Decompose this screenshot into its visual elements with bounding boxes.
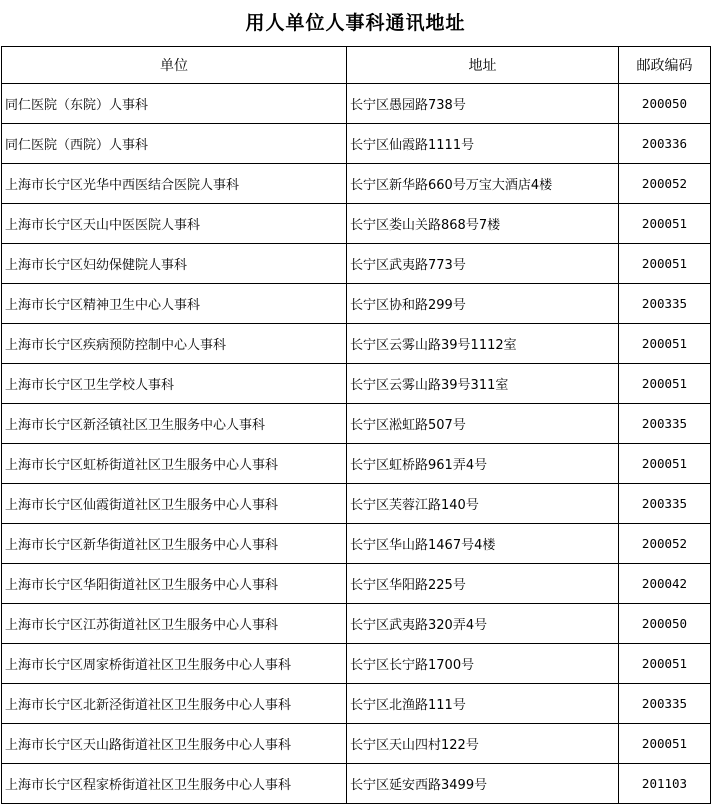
table-row: [2, 644, 711, 684]
header-unit[interactable]: 单位: [2, 47, 347, 84]
cell-unit[interactable]: 上海市长宁区光华中西医结合医院人事科: [2, 164, 347, 204]
page-title: 用人单位人事科通讯地址: [245, 12, 466, 34]
table-row: [2, 764, 711, 804]
cell-unit[interactable]: 上海市长宁区虹桥街道社区卫生服务中心人事科: [2, 444, 347, 484]
cell-address[interactable]: 长宁区云雾山路39号311室: [347, 364, 619, 404]
cell-address[interactable]: 长宁区延安西路3499号: [347, 764, 619, 804]
cell-postcode[interactable]: 200335: [619, 684, 711, 724]
cell-address[interactable]: 长宁区愚园路738号: [347, 84, 619, 124]
cell-unit[interactable]: 上海市长宁区周家桥街道社区卫生服务中心人事科: [2, 644, 347, 684]
cell-address[interactable]: 长宁区武夷路320弄4号: [347, 604, 619, 644]
table-row: [2, 724, 711, 764]
table-row: [2, 244, 711, 284]
header-postcode[interactable]: 邮政编码: [619, 47, 711, 84]
cell-postcode[interactable]: 200335: [619, 284, 711, 324]
cell-postcode[interactable]: 200042: [619, 564, 711, 604]
table-row: [2, 484, 711, 524]
table-row: [2, 164, 711, 204]
table-body: [2, 84, 711, 804]
cell-address[interactable]: 长宁区北渔路111号: [347, 684, 619, 724]
table-row: [2, 324, 711, 364]
cell-unit[interactable]: 上海市长宁区精神卫生中心人事科: [2, 284, 347, 324]
cell-unit[interactable]: 同仁医院（东院）人事科: [2, 84, 347, 124]
cell-postcode[interactable]: 200051: [619, 724, 711, 764]
table-row: [2, 84, 711, 124]
cell-postcode[interactable]: 200051: [619, 644, 711, 684]
cell-address[interactable]: 长宁区长宁路1700号: [347, 644, 619, 684]
cell-postcode[interactable]: 200051: [619, 324, 711, 364]
cell-address[interactable]: 长宁区云雾山路39号1112室: [347, 324, 619, 364]
cell-address[interactable]: 长宁区新华路660号万宝大酒店4楼: [347, 164, 619, 204]
cell-unit[interactable]: 上海市长宁区北新泾街道社区卫生服务中心人事科: [2, 684, 347, 724]
table-row: [2, 364, 711, 404]
address-table: [1, 46, 711, 804]
cell-postcode[interactable]: 200051: [619, 204, 711, 244]
cell-address[interactable]: 长宁区协和路299号: [347, 284, 619, 324]
table-row: [2, 124, 711, 164]
cell-unit[interactable]: 上海市长宁区江苏街道社区卫生服务中心人事科: [2, 604, 347, 644]
table-row: [2, 204, 711, 244]
cell-unit[interactable]: 上海市长宁区妇幼保健院人事科: [2, 244, 347, 284]
cell-unit[interactable]: 上海市长宁区程家桥街道社区卫生服务中心人事科: [2, 764, 347, 804]
cell-postcode[interactable]: 200052: [619, 164, 711, 204]
cell-address[interactable]: 长宁区华阳路225号: [347, 564, 619, 604]
header-row: [2, 47, 711, 84]
table-row: [2, 444, 711, 484]
cell-postcode[interactable]: 200051: [619, 244, 711, 284]
table-row: [2, 284, 711, 324]
cell-postcode[interactable]: 200052: [619, 524, 711, 564]
cell-address[interactable]: 长宁区娄山关路868号7楼: [347, 204, 619, 244]
cell-postcode[interactable]: 200050: [619, 84, 711, 124]
cell-address[interactable]: 长宁区仙霞路1111号: [347, 124, 619, 164]
table-row: [2, 404, 711, 444]
cell-address[interactable]: 长宁区淞虹路507号: [347, 404, 619, 444]
cell-unit[interactable]: 上海市长宁区华阳街道社区卫生服务中心人事科: [2, 564, 347, 604]
cell-address[interactable]: 长宁区华山路1467号4楼: [347, 524, 619, 564]
cell-address[interactable]: 长宁区天山四村122号: [347, 724, 619, 764]
cell-unit[interactable]: 上海市长宁区天山中医医院人事科: [2, 204, 347, 244]
cell-postcode[interactable]: 200335: [619, 404, 711, 444]
header-address[interactable]: 地址: [347, 47, 619, 84]
cell-postcode[interactable]: 200051: [619, 364, 711, 404]
table-row: [2, 524, 711, 564]
cell-postcode[interactable]: 200051: [619, 444, 711, 484]
cell-unit[interactable]: 上海市长宁区天山路街道社区卫生服务中心人事科: [2, 724, 347, 764]
cell-unit[interactable]: 上海市长宁区卫生学校人事科: [2, 364, 347, 404]
cell-address[interactable]: 长宁区虹桥路961弄4号: [347, 444, 619, 484]
table-row: [2, 564, 711, 604]
table-row: [2, 604, 711, 644]
table-row: [2, 684, 711, 724]
cell-unit[interactable]: 上海市长宁区仙霞街道社区卫生服务中心人事科: [2, 484, 347, 524]
cell-unit[interactable]: 上海市长宁区疾病预防控制中心人事科: [2, 324, 347, 364]
cell-postcode[interactable]: 200050: [619, 604, 711, 644]
cell-postcode[interactable]: 201103: [619, 764, 711, 804]
cell-unit[interactable]: 上海市长宁区新泾镇社区卫生服务中心人事科: [2, 404, 347, 444]
cell-unit[interactable]: 上海市长宁区新华街道社区卫生服务中心人事科: [2, 524, 347, 564]
cell-unit[interactable]: 同仁医院（西院）人事科: [2, 124, 347, 164]
cell-postcode[interactable]: 200336: [619, 124, 711, 164]
cell-address[interactable]: 长宁区武夷路773号: [347, 244, 619, 284]
cell-address[interactable]: 长宁区芙蓉江路140号: [347, 484, 619, 524]
cell-postcode[interactable]: 200335: [619, 484, 711, 524]
